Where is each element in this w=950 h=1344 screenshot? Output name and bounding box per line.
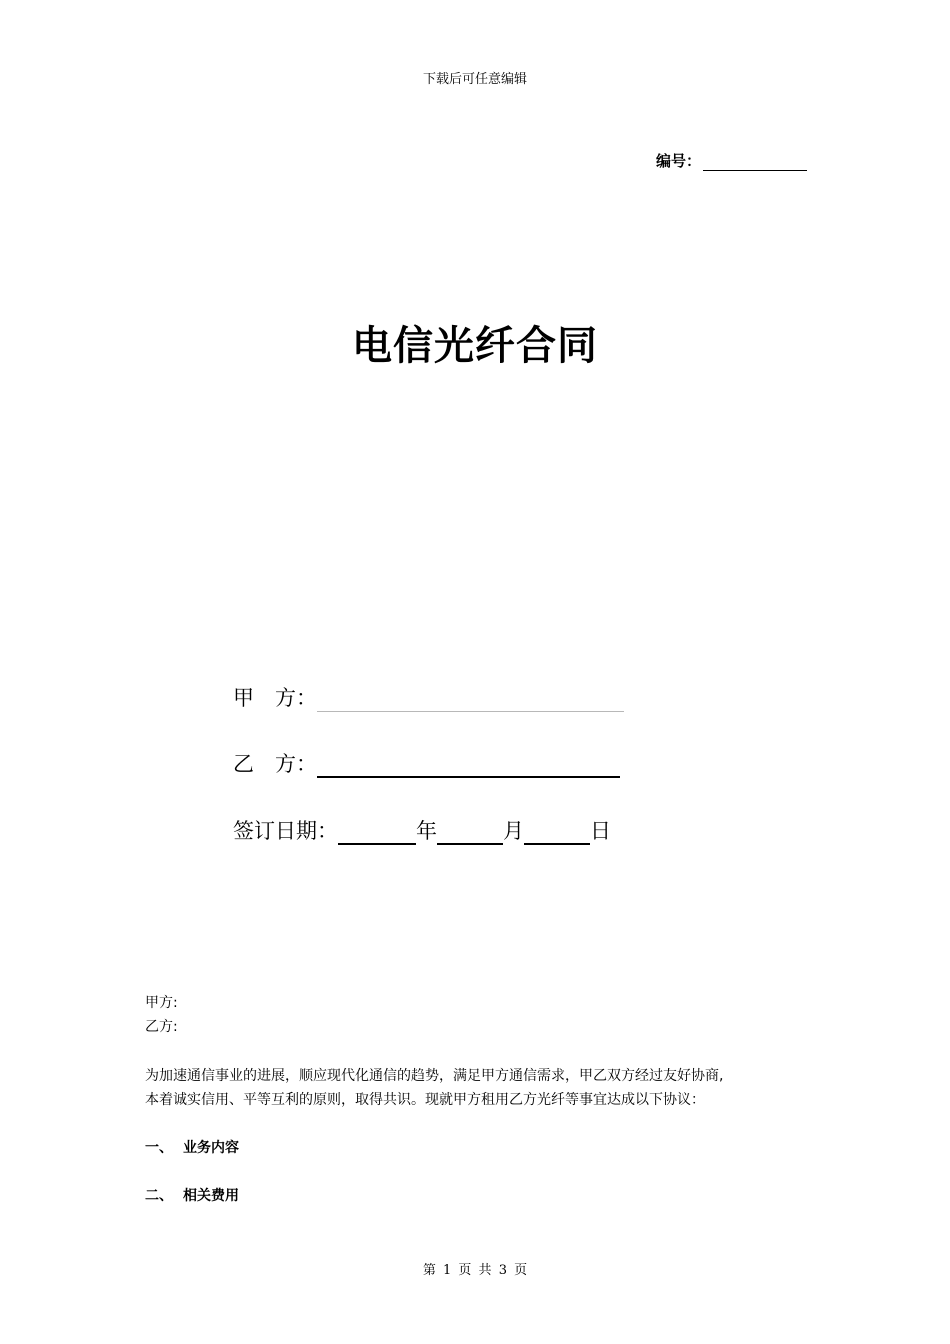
serial-number <box>656 150 807 171</box>
sign-date-field <box>233 815 611 845</box>
body-party-b: 乙方: <box>145 1019 178 1035</box>
header-note: 下载后可任意编辑 <box>422 72 527 87</box>
party-b-field <box>233 748 620 778</box>
sign-date-label: 签订日期： <box>233 819 338 843</box>
serial-label: 编号： <box>655 152 701 170</box>
section-title: 业务内容 <box>183 1140 239 1156</box>
section-number: 二、 <box>145 1188 173 1204</box>
year-label: 年 <box>416 819 437 843</box>
section-heading-2 <box>145 1185 239 1205</box>
day-label: 日 <box>590 819 611 843</box>
month-label: 月 <box>503 819 524 843</box>
intro-line-2: 本着诚实信用、平等互利的原则，取得共识。现就甲方租用乙方光纤等事宜达成以下协议： <box>145 1092 705 1108</box>
section-number: 一、 <box>145 1140 173 1156</box>
party-b-blank <box>317 754 620 778</box>
party-a-label: 甲 方： <box>233 686 317 710</box>
serial-blank <box>703 154 807 171</box>
page-footer: 第 1 页 共 3 页 <box>422 1263 528 1278</box>
year-blank <box>338 821 416 845</box>
party-b-label: 乙 方： <box>233 752 317 776</box>
document-title: 电信光纤合同 <box>352 323 598 369</box>
intro-line-1: 为加速通信事业的进展，顺应现代化通信的趋势，满足甲方通信需求，甲乙双方经过友好协商, <box>145 1068 724 1084</box>
section-title: 相关费用 <box>183 1188 239 1204</box>
day-blank <box>524 821 590 845</box>
party-a-field <box>233 682 624 712</box>
party-a-blank <box>317 689 624 712</box>
body-party-a: 甲方: <box>145 995 178 1011</box>
section-heading-1 <box>145 1137 239 1157</box>
month-blank <box>437 821 503 845</box>
intro-paragraph <box>145 1064 815 1112</box>
